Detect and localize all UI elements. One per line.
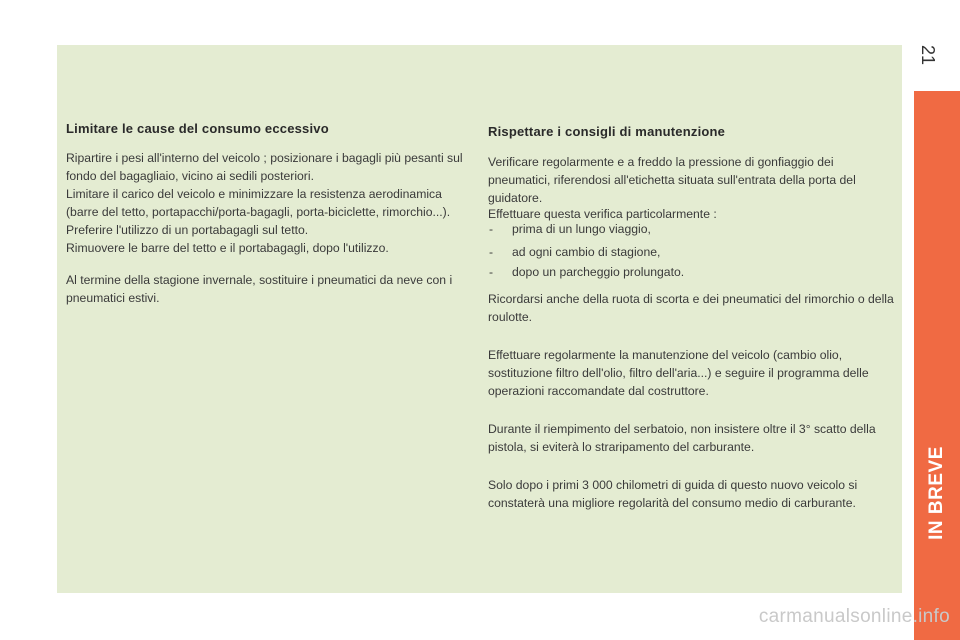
right-intro-paragraph: Verificare regolarmente e a freddo la pressione di gonfiaggio dei pneumatici, riferendosi all'etichetta situata sull'entrata della porta del guidatore. [488,155,856,205]
right-paragraph: Effettuare regolarmente la manutenzione del veicolo (cambio olio, sostituzione filtro dell'olio, filtro dell'aria...) e seguire il programma delle operazioni raccomandate dal costruttore. [488,348,869,398]
right-paragraph: Ricordarsi anche della ruota di scorta e dei pneumatici del rimorchio o della roulotte. [488,292,894,324]
right-paragraph: Durante il riempimento del serbatoio, non insistere oltre il 3° scatto della pistola, si eviterà lo straripamento del carburante. [488,422,876,454]
watermark: carmanualsonline.info [758,606,950,627]
right-paragraph: Solo dopo i primi 3 000 chilometri di guida di questo nuovo veicolo si constaterà una migliore regolarità del consumo medio di carburante. [488,478,858,510]
left-paragraph: Al termine della stagione invernale, sostituire i pneumatici da neve con i pneumatici estivi. [66,273,453,305]
left-section-heading: Limitare le cause del consumo eccessivo [66,121,329,136]
side-tab-label-box [914,433,960,553]
right-column [488,120,898,512]
list-intro: Effettuare questa verifica particolarmente : [488,207,717,221]
list-item: - prima di un lungo viaggio, [488,222,898,237]
right-section-heading: Rispettare i consigli di manutenzione [488,124,726,139]
section-side-tab [914,91,960,640]
side-tab-label: IN BREVE [926,446,947,540]
page-number: 21 [918,44,938,66]
list-item: - ad ogni cambio di stagione, [488,243,898,261]
left-paragraph: Rimuovere le barre del tetto e il portabagagli, dopo l'utilizzo. [66,241,389,255]
left-paragraph: Limitare il carico del veicolo e minimizzare la resistenza aerodinamica (barre del tetto, portapacchi/porta-bagagli, porta-biciclette, rimorchio...). Preferire l'utilizzo di un portabagagli sul tetto. [66,187,451,237]
left-column [66,120,474,307]
left-paragraph: Ripartire i pesi all'interno del veicolo ; posizionare i bagagli più pesanti sul fondo del bagagliaio, vicino ai sedili posteriori. [66,151,463,183]
list-item: - dopo un parcheggio prolungato. [488,263,898,281]
check-list [488,222,898,281]
